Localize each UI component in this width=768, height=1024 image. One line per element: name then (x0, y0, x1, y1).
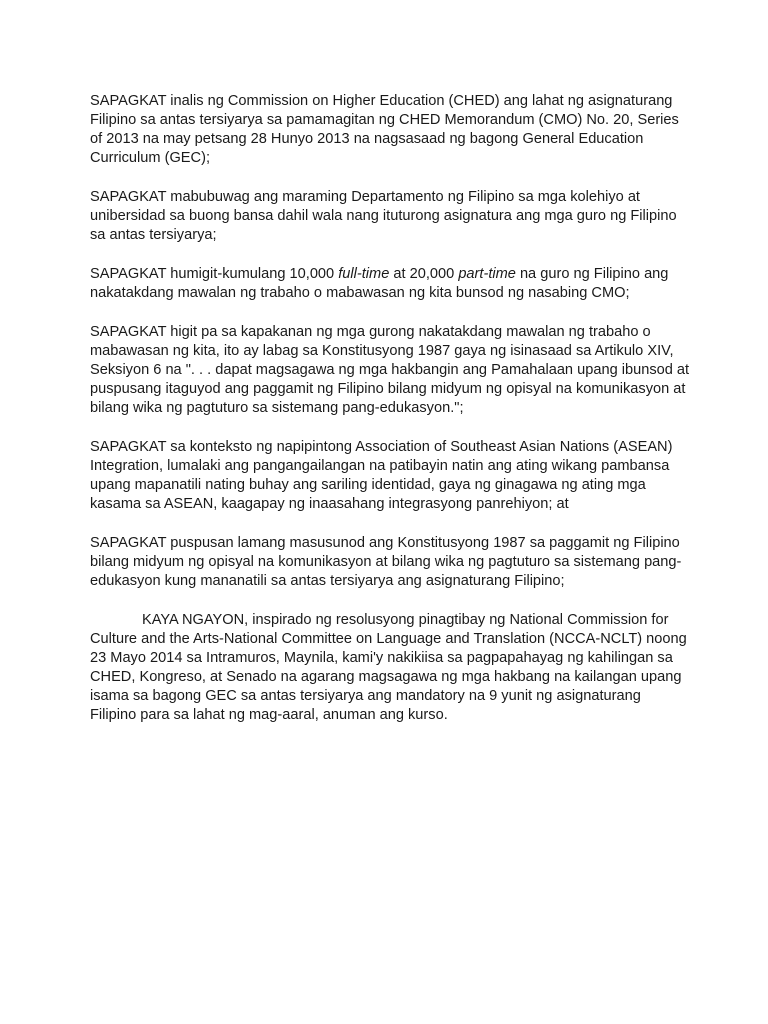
paragraph-whereas-2: SAPAGKAT mabubuwag ang maraming Departamento ng Filipino sa mga kolehiyo at unibersidad sa buong bansa dahil wala nang ituturong asignatura ang mga guro ng Filipino sa antas tersiyarya; (90, 189, 677, 243)
paragraph-whereas-3 (90, 265, 690, 303)
paragraph-whereas-3-part-e: na guro ng Filipino ang nakatakdang mawalan ng trabaho o mabawasan ng kita bunsod ng nasabing CMO; (90, 266, 669, 301)
paragraph-whereas-5: SAPAGKAT sa konteksto ng napipintong Association of Southeast Asian Nations (ASEAN) Integration, lumalaki ang pangangailangan na patibayin natin ang ating wikang pambansa upang mapanatili nating buhay ang sariling identidad, gaya ng ginagawa ng ating mga kasama sa ASEAN, kaagapay ng inaasahang integrasyong panrehiyon; at (90, 439, 673, 512)
document-body (90, 92, 690, 745)
paragraph-whereas-3-part-a: SAPAGKAT humigit-kumulang 10,000 (90, 266, 339, 282)
paragraph-resolution: KAYA NGAYON, inspirado ng resolusyong pinagtibay ng National Commission for Culture and the Arts-National Committee on Language and Translation (NCCA-NCLT) noong 23 Mayo 2014 sa Intramuros, Maynila, kami'y nakikiisa sa pagpapahayag ng kahilingan sa CHED, Kongreso, at Senado na agarang magsagawa ng mga hakbang na kailangan upang isama sa bagong GEC sa antas tersiyarya ang mandatory na 9 yunit ng asignaturang Filipino para sa lahat ng mag-aaral, anuman ang kurso. (90, 612, 687, 723)
paragraph-whereas-6: SAPAGKAT puspusan lamang masusunod ang Konstitusyong 1987 sa paggamit ng Filipino bilang midyum ng opisyal na komunikasyon at bilang wika ng pagtuturo sa sistemang pang-edukasyon kung mananatili sa antas tersiyarya ang asignaturang Filipino; (90, 535, 682, 589)
paragraph-whereas-3-part-time: part-time (458, 266, 516, 282)
paragraph-whereas-3-part-c: at 20,000 (389, 266, 459, 282)
paragraph-whereas-3-full-time: full-time (338, 266, 390, 282)
paragraph-whereas-1: SAPAGKAT inalis ng Commission on Higher Education (CHED) ang lahat ng asignaturang Filipino sa antas tersiyarya sa pamamagitan ng CHED Memorandum (CMO) No. 20, Series of 2013 na may petsang 28 Hunyo 2013 na nagsasaad ng bagong General Education Curriculum (GEC); (90, 93, 679, 166)
paragraph-whereas-4: SAPAGKAT higit pa sa kapakanan ng mga gurong nakatakdang mawalan ng trabaho o mabawasan ng kita, ito ay labag sa Konstitusyong 1987 gaya ng isinasaad sa Artikulo XIV, Seksiyon 6 na ". . . dapat magsagawa ng mga hakbangin ang Pamahalaan upang ibunsod at puspusang itaguyod ang paggamit ng Filipino bilang midyum ng opisyal na komunikasyon at bilang wika ng pagtuturo sa sistemang pang-edukasyon."; (90, 324, 690, 416)
